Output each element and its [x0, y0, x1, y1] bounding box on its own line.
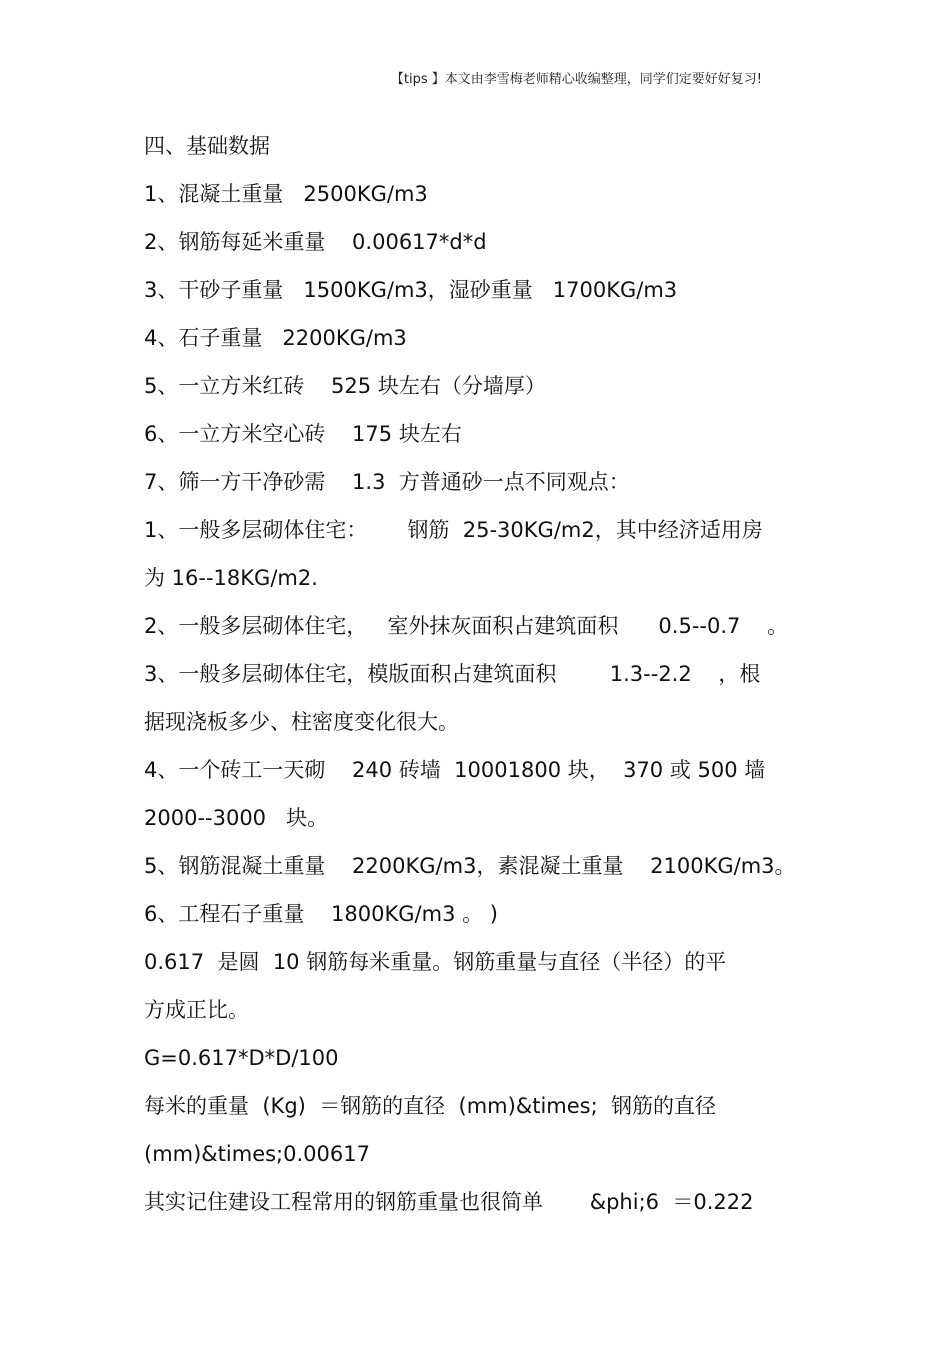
formula-line: G=0.617*D*D/100 [144, 1046, 339, 1070]
text-line: 其实记住建设工程常用的钢筋重量也很简单 &phi;6 ＝0.222 [144, 1190, 754, 1214]
text-line: 2、钢筋每延米重量 0.00617*d*d [144, 230, 487, 254]
text-line: 5、一立方米红砖 525 块左右（分墙厚） [144, 374, 546, 398]
section-heading: 四、基础数据 [144, 134, 270, 158]
document-body [144, 126, 824, 1230]
text-line: 2000--3000 块。 [144, 806, 329, 830]
text-line: 5、钢筋混凝土重量 2200KG/m3，素混凝土重量 2100KG/m3。 [144, 854, 796, 878]
text-line: 2、一般多层砌体住宅， 室外抹灰面积占建筑面积 0.5--0.7 。 [144, 614, 789, 638]
text-line: 4、石子重量 2200KG/m3 [144, 326, 407, 350]
text-line: 方成正比。 [144, 998, 249, 1022]
text-line: 1、一般多层砌体住宅： 钢筋 25-30KG/m2，其中经济适用房 [144, 518, 763, 542]
text-line: 为 16--18KG/m2. [144, 566, 318, 590]
text-line: 3、一般多层砌体住宅，模版面积占建筑面积 1.3--2.2 ，根 [144, 662, 761, 686]
text-line: 每米的重量 (Kg) ＝钢筋的直径 (mm)&times; 钢筋的直径 [144, 1094, 717, 1118]
header-tip: 【tips 】本文由李雪梅老师精心收编整理，同学们定要好好复习! [390, 72, 762, 87]
text-line: 7、筛一方干净砂需 1.3 方普通砂一点不同观点： [144, 470, 630, 494]
text-line: 1、混凝土重量 2500KG/m3 [144, 182, 428, 206]
text-line: 6、工程石子重量 1800KG/m3 。 ) [144, 902, 498, 926]
text-line: 据现浇板多少、柱密度变化很大。 [144, 710, 459, 734]
text-line: 6、一立方米空心砖 175 块左右 [144, 422, 462, 446]
text-line: 4、一个砖工一天砌 240 砖墙 10001800 块， 370 或 500 墙 [144, 758, 766, 782]
text-line: 3、干砂子重量 1500KG/m3，湿砂重量 1700KG/m3 [144, 278, 678, 302]
text-line: (mm)&times;0.00617 [144, 1142, 370, 1166]
text-line: 0.617 是圆 10 钢筋每米重量。钢筋重量与直径（半径）的平 [144, 950, 727, 974]
